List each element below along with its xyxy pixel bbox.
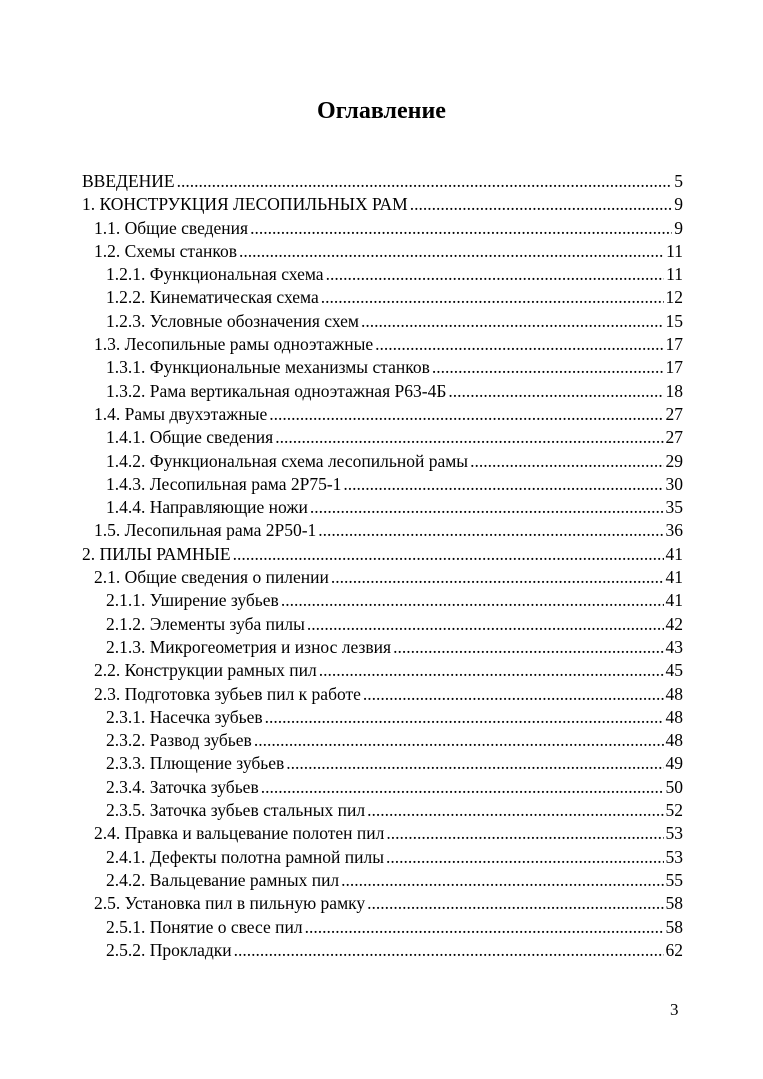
toc-entry-title: 1.2.1. Функциональная схема <box>106 264 324 285</box>
toc-entry <box>82 729 683 752</box>
toc-entry <box>82 613 683 636</box>
toc-entry <box>82 566 683 589</box>
toc-leader-dots <box>265 706 664 729</box>
toc-entry <box>82 193 683 216</box>
toc-entry <box>82 543 683 566</box>
toc-entry-title: 2.3.1. Насечка зубьев <box>106 706 263 727</box>
toc-entry <box>82 939 683 962</box>
toc-leader-dots <box>386 846 663 869</box>
toc-entry <box>82 286 683 309</box>
toc-leader-dots <box>432 356 664 379</box>
toc-entry-title: 2. ПИЛЫ РАМНЫЕ <box>82 543 231 564</box>
toc-entry <box>82 776 683 799</box>
toc-leader-dots <box>341 869 663 892</box>
toc-entry-page: 15 <box>665 310 683 331</box>
toc-leader-dots <box>375 333 663 356</box>
toc-entry-title: 2.1.3. Микрогеометрия и износ лезвия <box>106 636 392 657</box>
toc-entry <box>82 683 683 706</box>
toc-entry-page: 55 <box>665 869 683 890</box>
toc-entry-page: 36 <box>665 520 683 541</box>
toc-entry-title: 1.3. Лесопильные рамы одноэтажные <box>94 334 374 355</box>
toc-leader-dots <box>318 519 663 542</box>
toc-entry-title: 1.2.3. Условные обозначения схем <box>106 310 359 331</box>
toc-leader-dots <box>281 589 664 612</box>
table-of-contents <box>82 170 683 962</box>
toc-entry-page: 30 <box>665 473 683 494</box>
toc-leader-dots <box>319 659 664 682</box>
toc-entry-title: 2.2. Конструкции рамных пил <box>94 660 317 681</box>
toc-entry-page: 27 <box>665 427 683 448</box>
toc-entry-title: 1.4.4. Направляющие ножи <box>106 497 308 518</box>
toc-entry-page: 58 <box>665 893 683 914</box>
toc-leader-dots <box>305 916 664 939</box>
toc-entry-title: 2.4.1. Дефекты полотна рамной пилы <box>106 846 385 867</box>
toc-entry-title: 2.3.5. Заточка зубьев стальных пил <box>106 800 366 821</box>
toc-entry-title: 2.5. Установка пил в пильную рамку <box>94 893 366 914</box>
toc-entry-page: 27 <box>665 403 683 424</box>
toc-entry <box>82 519 683 542</box>
toc-entry-title: 2.5.2. Прокладки <box>106 939 232 960</box>
toc-entry-title: 1.2.2. Кинематическая схема <box>106 287 319 308</box>
toc-entry-title: 2.3.3. Плющение зубьев <box>106 753 285 774</box>
toc-leader-dots <box>307 613 664 636</box>
toc-entry <box>82 706 683 729</box>
toc-entry-title: 2.4. Правка и вальцевание полотен пил <box>94 823 385 844</box>
toc-entry-page: 29 <box>665 450 683 471</box>
toc-entry-page: 5 <box>674 171 683 191</box>
toc-entry-page: 11 <box>666 264 683 285</box>
toc-entry <box>82 846 683 869</box>
toc-entry-title: 1. КОНСТРУКЦИЯ ЛЕСОПИЛЬНЫХ РАМ <box>82 194 408 215</box>
toc-entry-title: 1.4.2. Функциональная схема лесопильной рамы <box>106 450 469 471</box>
toc-entry-page: 48 <box>665 683 683 704</box>
toc-entry-page: 53 <box>665 823 683 844</box>
toc-entry-page: 42 <box>665 613 683 634</box>
toc-entry <box>82 799 683 822</box>
toc-entry-page: 50 <box>665 776 683 797</box>
toc-leader-dots <box>363 683 664 706</box>
toc-entry <box>82 217 683 240</box>
toc-leader-dots <box>233 543 664 566</box>
toc-leader-dots <box>286 752 663 775</box>
toc-entry-title: 1.2. Схемы станков <box>94 240 237 261</box>
toc-entry <box>82 170 683 193</box>
toc-entry-page: 17 <box>665 334 683 355</box>
toc-leader-dots <box>343 473 663 496</box>
toc-entry-title: 1.4.1. Общие сведения <box>106 427 274 448</box>
toc-entry-title: 2.3. Подготовка зубьев пил к работе <box>94 683 361 704</box>
toc-leader-dots <box>234 939 664 962</box>
toc-leader-dots <box>321 286 664 309</box>
toc-leader-dots <box>448 380 663 403</box>
toc-entry <box>82 752 683 775</box>
toc-entry-title: 2.5.1. Понятие о свесе пил <box>106 916 303 937</box>
toc-entry-page: 48 <box>665 706 683 727</box>
toc-leader-dots <box>326 263 665 286</box>
toc-entry-page: 9 <box>674 217 683 238</box>
toc-entry-title: 1.4.3. Лесопильная рама 2Р75-1 <box>106 473 342 494</box>
toc-leader-dots <box>310 496 664 519</box>
toc-leader-dots <box>386 822 663 845</box>
toc-leader-dots <box>261 776 664 799</box>
toc-entry-page: 41 <box>665 567 683 588</box>
toc-entry <box>82 496 683 519</box>
toc-entry-page: 53 <box>665 846 683 867</box>
toc-leader-dots <box>250 217 672 240</box>
toc-entry-title: 2.3.4. Заточка зубьев <box>106 776 259 797</box>
page-number: 3 <box>670 1000 679 1019</box>
toc-entry-title: ВВЕДЕНИЕ <box>82 171 175 191</box>
toc-entry <box>82 589 683 612</box>
toc-leader-dots <box>361 310 664 333</box>
toc-entry <box>82 869 683 892</box>
toc-entry-page: 9 <box>674 194 683 215</box>
toc-entry-page: 43 <box>665 636 683 657</box>
toc-entry-page: 18 <box>665 380 683 401</box>
toc-entry <box>82 473 683 496</box>
toc-entry-page: 45 <box>665 660 683 681</box>
toc-entry-page: 41 <box>665 590 683 611</box>
toc-entry <box>82 333 683 356</box>
toc-entry-page: 58 <box>665 916 683 937</box>
toc-entry-page: 11 <box>666 240 683 261</box>
toc-entry <box>82 916 683 939</box>
toc-entry-page: 12 <box>665 287 683 308</box>
toc-entry-title: 1.4. Рамы двухэтажные <box>94 403 268 424</box>
toc-leader-dots <box>470 450 663 473</box>
toc-entry <box>82 380 683 403</box>
toc-entry-title: 1.3.1. Функциональные механизмы станков <box>106 357 430 378</box>
toc-entry-page: 62 <box>665 939 683 960</box>
toc-leader-dots <box>269 403 663 426</box>
page-title: Оглавление <box>317 98 446 124</box>
toc-entry-title: 2.1.2. Элементы зуба пилы <box>106 613 305 634</box>
toc-leader-dots <box>275 426 663 449</box>
toc-entry-page: 41 <box>665 543 683 564</box>
toc-entry-title: 2.4.2. Вальцевание рамных пил <box>106 869 340 890</box>
toc-entry <box>82 240 683 263</box>
toc-leader-dots <box>367 799 663 822</box>
toc-entry <box>82 356 683 379</box>
toc-entry-page: 35 <box>665 497 683 518</box>
toc-entry-title: 2.1.1. Уширение зубьев <box>106 590 279 611</box>
toc-entry-title: 1.3.2. Рама вертикальная одноэтажная Р63-4Б <box>106 380 447 401</box>
toc-leader-dots <box>393 636 663 659</box>
toc-entry-page: 48 <box>665 730 683 751</box>
toc-entry <box>82 822 683 845</box>
toc-entry <box>82 426 683 449</box>
toc-entry-title: 1.5. Лесопильная рама 2Р50-1 <box>94 520 317 541</box>
toc-entry-title: 2.3.2. Развод зубьев <box>106 730 252 751</box>
toc-leader-dots <box>331 566 664 589</box>
toc-entry-title: 2.1. Общие сведения о пилении <box>94 567 329 588</box>
toc-leader-dots <box>410 193 673 216</box>
toc-leader-dots <box>177 170 673 193</box>
toc-entry-page: 49 <box>665 753 683 774</box>
toc-leader-dots <box>254 729 664 752</box>
toc-entry-page: 17 <box>665 357 683 378</box>
toc-entry <box>82 403 683 426</box>
toc-entry <box>82 263 683 286</box>
toc-leader-dots <box>239 240 664 263</box>
toc-entry <box>82 892 683 915</box>
toc-entry-title: 1.1. Общие сведения <box>94 217 249 238</box>
toc-leader-dots <box>367 892 663 915</box>
toc-entry <box>82 659 683 682</box>
toc-entry-page: 52 <box>665 800 683 821</box>
toc-entry <box>82 636 683 659</box>
toc-entry <box>82 450 683 473</box>
toc-entry <box>82 310 683 333</box>
